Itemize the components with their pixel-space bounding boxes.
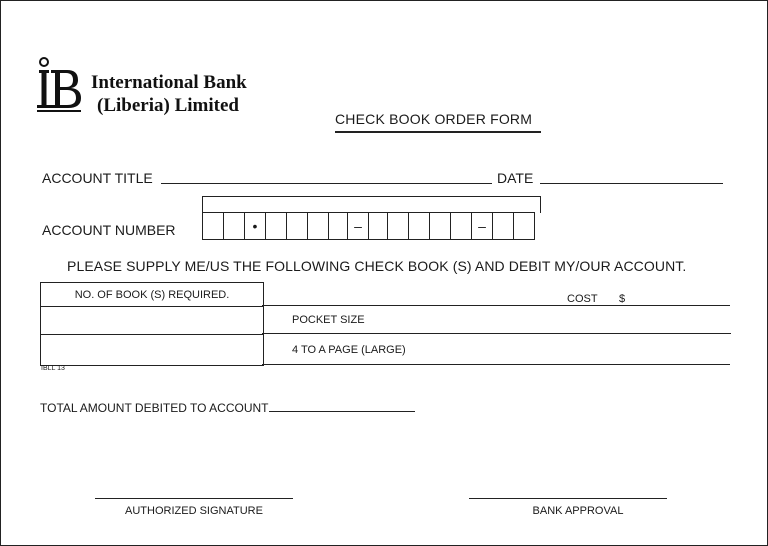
account-number-box[interactable] <box>368 212 387 240</box>
account-number-box[interactable] <box>513 212 535 240</box>
table-row-line <box>262 333 731 334</box>
currency-symbol: $ <box>619 293 626 305</box>
supply-instruction: PLEASE SUPPLY ME/US THE FOLLOWING CHECK BOOK (S) AND DEBIT MY/OUR ACCOUNT. <box>67 258 687 274</box>
total-amount-field[interactable] <box>269 411 415 412</box>
account-number-header-box <box>202 196 541 213</box>
account-number-label: ACCOUNT NUMBER <box>42 222 176 238</box>
date-label: DATE <box>497 170 534 186</box>
total-amount-label: TOTAL AMOUNT DEBITED TO ACCOUNT <box>40 401 269 415</box>
bank-approval-label: BANK APPROVAL <box>532 505 624 517</box>
account-number-box[interactable] <box>450 212 471 240</box>
account-number-box[interactable] <box>492 212 513 240</box>
account-number-box[interactable] <box>429 212 450 240</box>
account-number-box[interactable] <box>223 212 244 240</box>
bank-approval-line[interactable] <box>469 498 667 499</box>
form-title: CHECK BOOK ORDER FORM <box>335 111 541 133</box>
form-code: IBLL 13 <box>41 365 65 372</box>
date-field[interactable] <box>540 183 723 184</box>
account-number-box[interactable]: – <box>347 212 368 240</box>
account-number-box[interactable] <box>202 212 223 240</box>
account-title-label: ACCOUNT TITLE <box>42 170 153 186</box>
bank-name-line2: (Liberia) Limited <box>97 95 239 116</box>
account-number-box[interactable] <box>265 212 286 240</box>
account-number-box[interactable]: – <box>471 212 492 240</box>
table-row-line <box>262 305 730 306</box>
books-required-column <box>40 282 264 366</box>
account-number-box[interactable] <box>307 212 328 240</box>
bank-logo-icon <box>37 56 83 116</box>
account-title-field[interactable] <box>161 183 492 184</box>
account-number-box[interactable] <box>328 212 347 240</box>
bank-name-line1: International Bank <box>91 72 247 93</box>
table-row-label: 4 TO A PAGE (LARGE) <box>292 344 406 356</box>
account-number-box[interactable] <box>408 212 429 240</box>
table-row-label: POCKET SIZE <box>292 314 365 326</box>
table-row-line <box>262 364 730 365</box>
books-required-header: NO. OF BOOK (S) REQUIRED. <box>41 283 263 307</box>
authorized-signature-line[interactable] <box>95 498 293 499</box>
account-number-box[interactable] <box>286 212 307 240</box>
bank-name <box>91 71 281 117</box>
row-divider <box>41 334 263 335</box>
account-number-box[interactable] <box>387 212 408 240</box>
account-number-box[interactable]: • <box>244 212 265 240</box>
authorized-signature-label: AUTHORIZED SIGNATURE <box>125 505 263 517</box>
cost-label: COST <box>567 293 598 305</box>
account-number-boxes[interactable] <box>202 212 541 241</box>
